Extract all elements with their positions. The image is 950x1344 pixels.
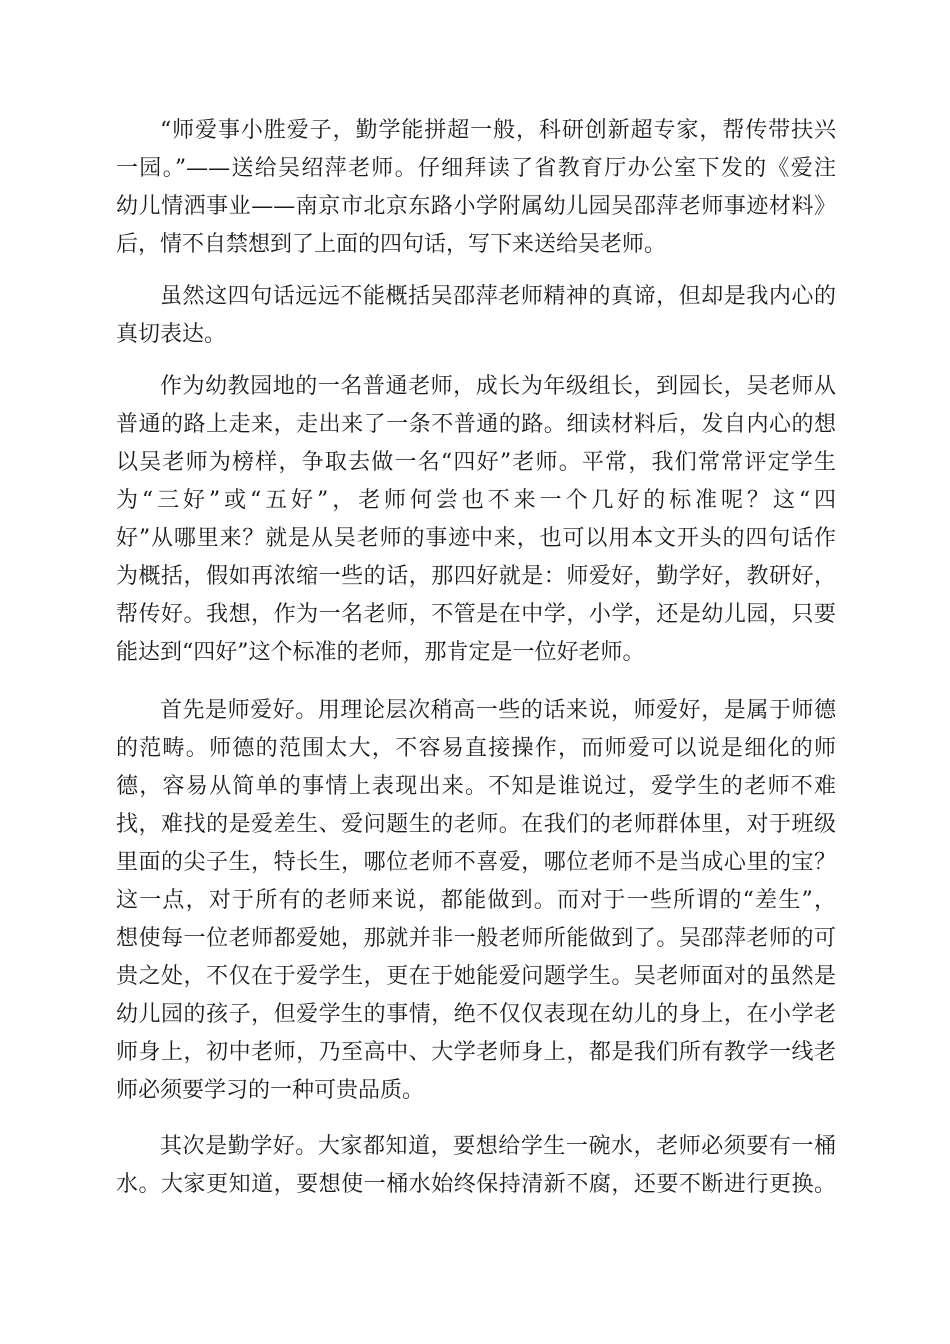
- paragraph-teacher-love: [116, 692, 836, 1110]
- paragraph-dedication: [116, 112, 836, 264]
- text-line: 为概括，假如再浓缩一些的话，那四好就是：师爱好，勤学好，教研好，: [116, 564, 836, 589]
- paragraph-four-goods: [116, 368, 836, 672]
- text-line: “师爱事小胜爱子，勤学能拼超一般，科研创新超专家，帮传带扶兴: [160, 118, 836, 143]
- paragraph-diligent-study: [116, 1128, 836, 1204]
- paragraph-summary: [116, 278, 836, 354]
- text-line: 里面的尖子生，特长生，哪位老师不喜爱，哪位老师不是当成心里的宝？: [116, 850, 836, 875]
- text-line: 幼儿园的孩子，但爱学生的事情，绝不仅仅表现在幼儿的身上，在小学老: [116, 1002, 836, 1027]
- text-line: 的范畴。师德的范围太大，不容易直接操作，而师爱可以说是细化的师: [116, 736, 836, 761]
- text-line: 想使每一位老师都爱她，那就并非一般老师所能做到了。吴邵萍老师的可: [116, 926, 836, 951]
- text-line: 水。大家更知道，要想使一桶水始终保持清新不腐，还要不断进行更换。: [116, 1172, 836, 1197]
- text-line: 师必须要学习的一种可贵品质。: [116, 1078, 425, 1103]
- text-line: 幼儿情洒事业——南京市北京东路小学附属幼儿园吴邵萍老师事迹材料》: [116, 194, 836, 219]
- text-line: 贵之处，不仅在于爱学生，更在于她能爱问题学生。吴老师面对的虽然是: [116, 964, 836, 989]
- text-line: 好”从哪里来？就是从吴老师的事迹中来，也可以用本文开头的四句话作: [116, 526, 836, 551]
- text-line: 后，情不自禁想到了上面的四句话，写下来送给吴老师。: [116, 232, 667, 257]
- text-line: 德，容易从简单的事情上表现出来。不知是谁说过，爱学生的老师不难: [116, 774, 836, 799]
- text-line: 虽然这四句话远远不能概括吴邵萍老师精神的真谛，但却是我内心的: [160, 284, 836, 309]
- text-line: 普通的路上走来，走出来了一条不普通的路。细读材料后，发自内心的想: [116, 412, 836, 437]
- text-line: 首先是师爱好。用理论层次稍高一些的话来说，师爱好，是属于师德: [160, 698, 836, 723]
- text-line: 一园。”——送给吴绍萍老师。仔细拜读了省教育厅办公室下发的《爱注: [116, 156, 836, 181]
- text-line: 其次是勤学好。大家都知道，要想给学生一碗水，老师必须要有一桶: [160, 1134, 836, 1159]
- text-line: 真切表达。: [116, 322, 227, 347]
- text-line: 作为幼教园地的一名普通老师，成长为年级组长，到园长，吴老师从: [160, 374, 836, 399]
- text-line: 为“三好”或“五好”，老师何尝也不来一个几好的标准呢？这“四: [116, 488, 836, 513]
- text-line: 能达到“四好”这个标准的老师，那肯定是一位好老师。: [116, 640, 645, 665]
- text-line: 以吴老师为榜样，争取去做一名“四好”老师。平常，我们常常评定学生: [116, 450, 836, 475]
- text-line: 这一点，对于所有的老师来说，都能做到。而对于一些所谓的“差生”，: [116, 888, 836, 913]
- text-line: 帮传好。我想，作为一名老师，不管是在中学，小学，还是幼儿园，只要: [116, 602, 836, 627]
- text-line: 找，难找的是爱差生、爱问题生的老师。在我们的老师群体里，对于班级: [116, 812, 836, 837]
- text-line: 师身上，初中老师，乃至高中、大学老师身上，都是我们所有教学一线老: [116, 1040, 836, 1065]
